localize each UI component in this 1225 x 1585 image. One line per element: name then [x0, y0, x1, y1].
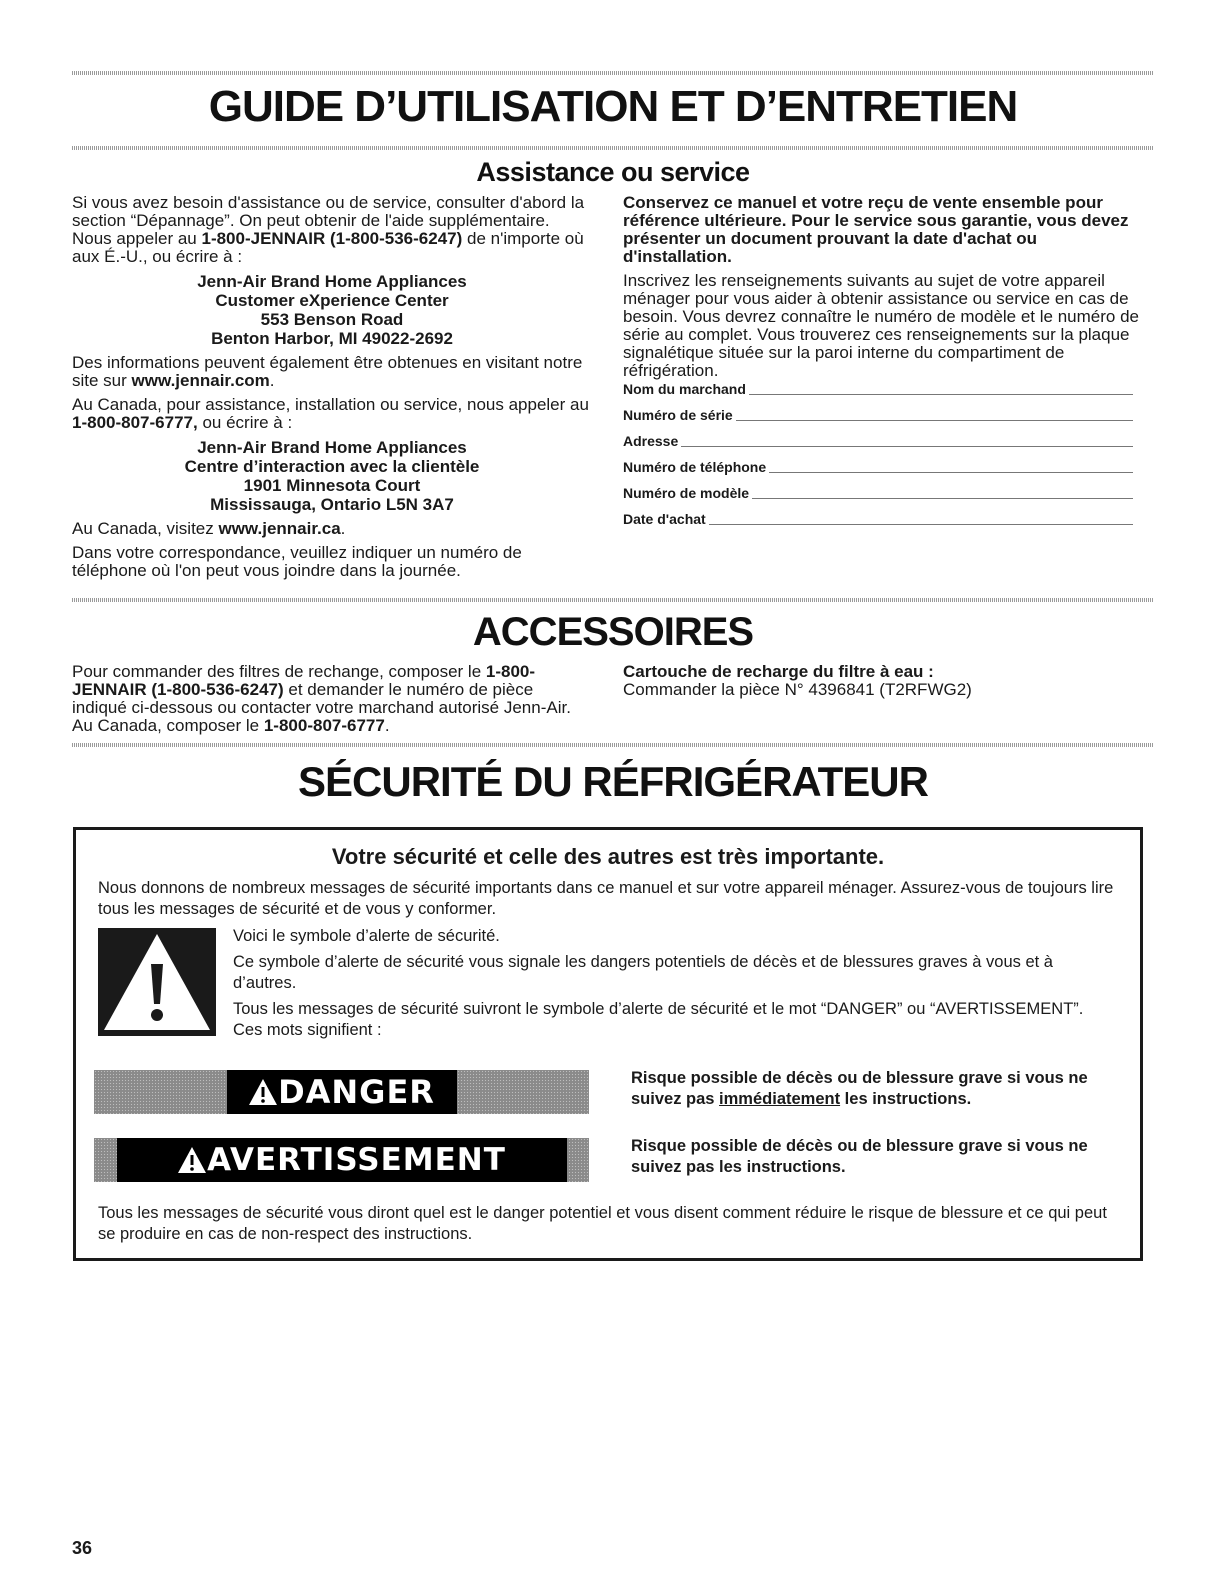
securite-rule — [72, 743, 1154, 747]
accessoires-title: ACCESSOIRES — [472, 610, 754, 654]
record-fields — [623, 372, 1143, 528]
field-address[interactable]: Adresse — [623, 424, 1133, 450]
field-phone-number[interactable]: Numéro de téléphone — [623, 450, 1133, 476]
safety-alert-icon — [98, 928, 216, 1036]
field-model-number[interactable]: Numéro de modèle — [623, 476, 1133, 502]
field-serial-number[interactable]: Numéro de série — [623, 398, 1133, 424]
safety-intro: Nous donnons de nombreux messages de sécurité importants dans ce manuel et sur votre appareil ménager. Assurez-vous de toujours lire tous les messages de sécurité et de vous y conformer. — [98, 879, 1114, 918]
danger-alert-icon — [248, 1078, 278, 1106]
warning-description: Risque possible de décès ou de blessure grave si vous ne suivez pas les instructions. — [631, 1137, 1088, 1176]
safety-box-heading: Votre sécurité et celle des autres est très importante. — [331, 844, 885, 869]
us-phone: 1-800-JENNAIR (1-800-536-6247) — [201, 229, 463, 248]
assistance-heading: Assistance ou service — [476, 157, 750, 187]
filter-part-number: Commander la pièce N° 4396841 (T2RFWG2) — [623, 680, 972, 699]
accessoires-right — [623, 663, 1143, 699]
symbol-explanation — [233, 926, 1113, 1046]
filter-cartridge-heading: Cartouche de recharge du filtre à eau : — [623, 662, 934, 681]
securite-title: SÉCURITÉ DU RÉFRIGÉRATEUR — [298, 758, 928, 805]
accessoires-phone: 1-800-JENNAIR (1-800-536-6247) — [72, 662, 536, 699]
safety-box — [73, 827, 1143, 1261]
field-dealer-name[interactable]: Nom du marchand — [623, 372, 1133, 398]
title-rule — [72, 146, 1154, 150]
canada-website: Au Canada, visitez www.jennair.ca. — [72, 519, 346, 538]
assistance-intro: Si vous avez besoin d'assistance ou de service, consulter d'abord la section “Dépannage”. On peut obtenir de l'aide supplémentaire. Nous appeler au 1-800-JENNAIR (1-800-536-6247) de n'importe où aux É.-U., ou écrire à : — [72, 193, 585, 266]
correspondence-note: Dans votre correspondance, veuillez indiquer un numéro de téléphone où l'on peut vous joindre dans la journée. — [72, 543, 522, 580]
page-title: GUIDE D’UTILISATION ET D’ENTRETIEN — [208, 82, 1018, 131]
canada-website-link[interactable]: www.jennair.ca — [218, 519, 341, 538]
symbol-line-3: Tous les messages de sécurité suivront le symbole d’alerte de sécurité et le mot “DANGER” ou “AVERTISSEMENT”. Ces mots signifient : — [233, 1000, 1084, 1039]
danger-description: Risque possible de décès ou de blessure grave si vous ne suivez pas immédiatement les instructions. — [631, 1069, 1088, 1108]
assistance-right-column — [623, 194, 1143, 528]
page-number: 36 — [72, 1538, 93, 1558]
warning-banner — [94, 1138, 589, 1182]
danger-banner — [94, 1070, 589, 1114]
top-rule — [72, 71, 1154, 75]
canada-info: Au Canada, pour assistance, installation ou service, nous appeler au 1-800-807-6777, ou écrire à : — [72, 395, 589, 432]
symbol-line-1: Voici le symbole d’alerte de sécurité. — [233, 927, 500, 945]
symbol-line-2: Ce symbole d’alerte de sécurité vous signale les dangers potentiels de décès et de blessures graves à vous et à d’autres. — [233, 953, 1053, 992]
keep-manual-note: Conservez ce manuel et votre reçu de vente ensemble pour référence ultérieure. Pour le service sous garantie, vous devez présenter un document prouvant la date d'achat ou d'installation. — [623, 193, 1129, 266]
us-address: Jenn-Air Brand Home Appliances Customer eXperience Center 553 Benson Road Benton Harbor, MI 49022-2692 — [197, 272, 467, 348]
website-info: Des informations peuvent également être obtenues en visitant notre site sur www.jennair.com. — [72, 353, 583, 390]
website-link[interactable]: www.jennair.com — [131, 371, 270, 390]
safety-footer: Tous les messages de sécurité vous diront quel est le danger potentiel et vous disent comment réduire le risque de blessure et ce qui peut se produire en cas de non-respect des instructions. — [98, 1204, 1107, 1243]
canada-phone: 1-800-807-6777, — [72, 413, 198, 432]
accessoires-left: Pour commander des filtres de rechange, composer le 1-800-JENNAIR (1-800-536-6247) et demander le numéro de pièce indiqué ci-dessous ou contacter votre marchand autorisé Jenn-Air. Au Canada, composer le 1-800-807-6777. — [72, 662, 571, 735]
warning-alert-icon — [177, 1146, 207, 1174]
accessoires-rule — [72, 598, 1154, 602]
canada-address: Jenn-Air Brand Home Appliances Centre d’interaction avec la clientèle 1901 Minnesota Court Mississauga, Ontario L5N 3A7 — [184, 438, 480, 514]
field-purchase-date[interactable]: Date d'achat — [623, 502, 1133, 528]
accessoires-canada-phone: 1-800-807-6777 — [263, 716, 385, 735]
danger-label: DANGER — [278, 1073, 435, 1111]
record-info-note: Inscrivez les renseignements suivants au sujet de votre appareil ménager pour vous aider à obtenir assistance ou service en cas de besoin. Vous devrez connaître le numéro de modèle et le numéro de série au complet. Vous trouverez ces renseignements sur la plaque signalétique située sur la paroi interne du compartiment de réfrigération. — [623, 271, 1139, 380]
assistance-left-column — [72, 194, 592, 586]
warning-label: AVERTISSEMENT — [207, 1142, 506, 1178]
